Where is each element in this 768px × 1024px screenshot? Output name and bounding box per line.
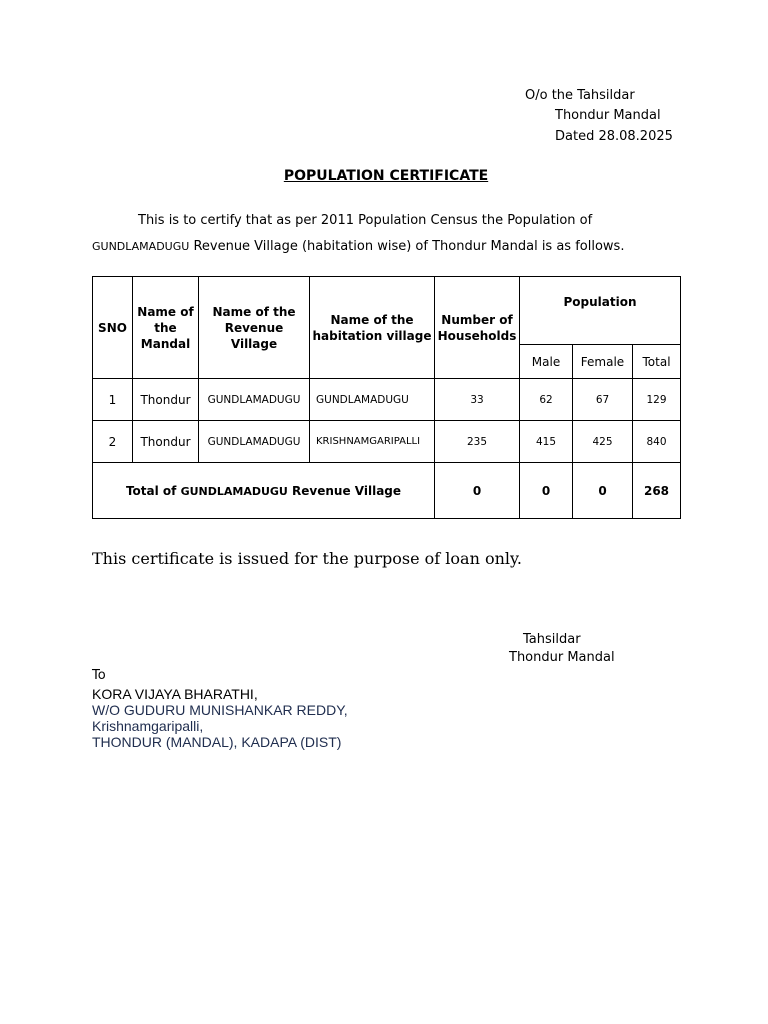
header-population: Population bbox=[520, 277, 681, 345]
date-line: Dated 28.08.2025 bbox=[555, 129, 673, 144]
cell-female: 425 bbox=[573, 421, 633, 463]
total-total: 268 bbox=[633, 463, 681, 519]
intro-text-1: This is to certify that as per 2011 Population Census the Population of bbox=[138, 213, 593, 228]
cell-male: 415 bbox=[520, 421, 573, 463]
cell-male: 62 bbox=[520, 379, 573, 421]
header-households: Number of Households bbox=[435, 277, 520, 379]
cell-habitation-village: GUNDLAMADUGU bbox=[310, 379, 435, 421]
cell-female: 67 bbox=[573, 379, 633, 421]
table-row bbox=[93, 421, 681, 463]
to-label: To bbox=[92, 668, 106, 683]
cell-sno: 1 bbox=[93, 379, 133, 421]
recipient-relation: W/O GUDURU MUNISHANKAR REDDY, bbox=[92, 702, 348, 718]
total-label-village: GUNDLAMADUGU bbox=[180, 484, 288, 498]
total-row bbox=[93, 463, 681, 519]
cell-total: 129 bbox=[633, 379, 681, 421]
recipient-name: KORA VIJAYA BHARATHI, bbox=[92, 686, 258, 702]
total-male: 0 bbox=[520, 463, 573, 519]
intro-paragraph bbox=[92, 208, 684, 260]
header-total: Total bbox=[633, 345, 681, 379]
cell-mandal: Thondur bbox=[133, 379, 199, 421]
cell-mandal: Thondur bbox=[133, 421, 199, 463]
total-households: 0 bbox=[435, 463, 520, 519]
header-female: Female bbox=[573, 345, 633, 379]
population-table bbox=[92, 276, 681, 519]
signatory-title: Tahsildar bbox=[523, 632, 581, 647]
cell-revenue-village: GUNDLAMADUGU bbox=[199, 421, 310, 463]
cell-revenue-village: GUNDLAMADUGU bbox=[199, 379, 310, 421]
intro-text-2: Revenue Village (habitation wise) of Thondur Mandal is as follows. bbox=[193, 239, 625, 254]
recipient-village: Krishnamgaripalli, bbox=[92, 718, 204, 734]
purpose-statement: This certificate is issued for the purpose of loan only. bbox=[92, 549, 523, 568]
total-female: 0 bbox=[573, 463, 633, 519]
cell-habitation-village: KRISHNAMGARIPALLI bbox=[310, 421, 435, 463]
header-male: Male bbox=[520, 345, 573, 379]
cell-households: 235 bbox=[435, 421, 520, 463]
header-habitation-village: Name of the habitation village bbox=[310, 277, 435, 379]
header-revenue-village: Name of the Revenue Village bbox=[199, 277, 310, 379]
mandal-line: Thondur Mandal bbox=[555, 108, 661, 123]
cell-sno: 2 bbox=[93, 421, 133, 463]
header-mandal: Name of the Mandal bbox=[133, 277, 199, 379]
header-sno: SNO bbox=[93, 277, 133, 379]
cell-households: 33 bbox=[435, 379, 520, 421]
certificate-title: POPULATION CERTIFICATE bbox=[283, 168, 489, 184]
total-label-prefix: Total of bbox=[125, 483, 181, 498]
signatory-mandal: Thondur Mandal bbox=[509, 650, 615, 665]
total-label bbox=[93, 463, 435, 519]
recipient-district: THONDUR (MANDAL), KADAPA (DIST) bbox=[92, 734, 342, 750]
cell-total: 840 bbox=[633, 421, 681, 463]
total-label-suffix: Revenue Village bbox=[287, 483, 402, 498]
office-line: O/o the Tahsildar bbox=[525, 88, 635, 103]
table-row bbox=[93, 379, 681, 421]
intro-village: GUNDLAMADUGU bbox=[92, 240, 190, 253]
